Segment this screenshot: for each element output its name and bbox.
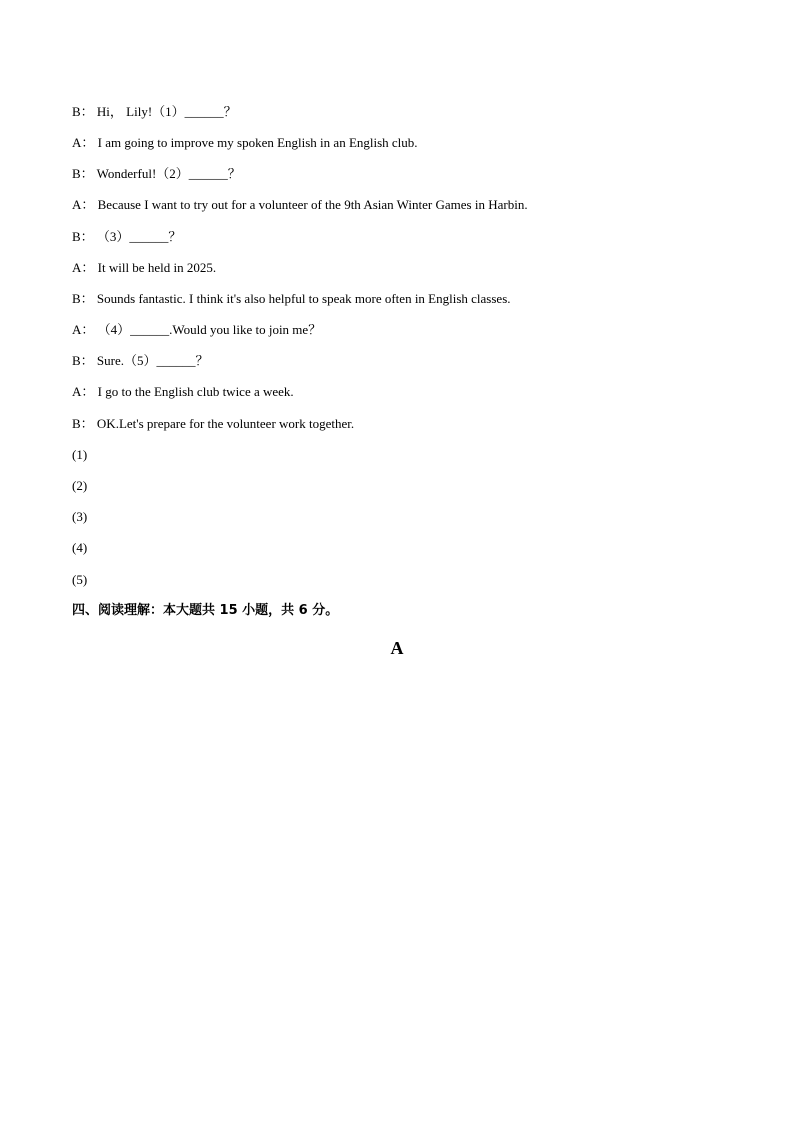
dialogue-line: A： Because I want to try out for a volunteer of the 9th Asian Winter Games in Harbin. — [72, 197, 528, 212]
dialogue-line: B： Sounds fantastic. I think it's also helpful to speak more often in English classes. — [72, 291, 511, 306]
dialogue-line: B： Hi， Lily!（1）______？ — [72, 104, 237, 119]
dialogue-line: B： （3）______？ — [72, 229, 182, 244]
passage-label: A — [390, 638, 404, 658]
dialogue-line: A： I am going to improve my spoken English in an English club. — [72, 135, 418, 150]
dialogue-line: B： Wonderful!（2）______？ — [72, 166, 241, 181]
answer-label: (2) — [72, 478, 88, 493]
dialogue-line: A： It will be held in 2025. — [72, 260, 217, 275]
dialogue-line: A： I go to the English club twice a week. — [72, 384, 294, 399]
answer-label: (4) — [72, 540, 88, 555]
answer-label: (5) — [72, 572, 88, 587]
answer-label: (1) — [72, 447, 88, 462]
section-heading: 四、阅读理解：本大题共 15 小题，共 6 分。 — [72, 603, 339, 618]
dialogue-line: B： Sure.（5）______？ — [72, 353, 209, 368]
dialogue-line: A： （4）______.Would you like to join me？ — [72, 322, 322, 337]
dialogue-line: B： OK.Let's prepare for the volunteer work together. — [72, 416, 355, 431]
answer-label: (3) — [72, 509, 88, 524]
